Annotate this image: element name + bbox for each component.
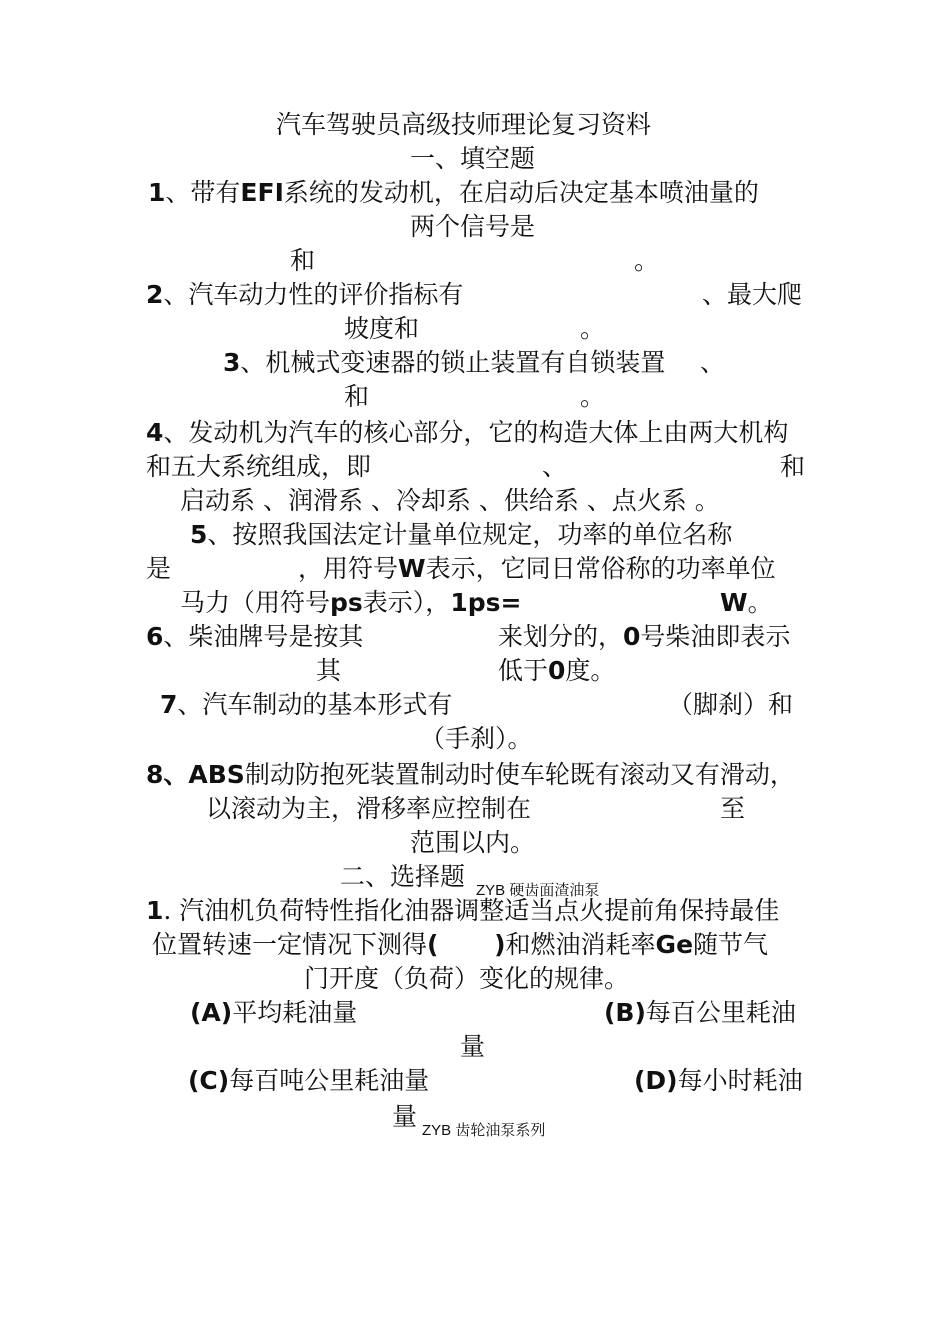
question-7-hand-brake: （手刹）。 <box>420 724 533 753</box>
choice-1-line-1: 1. 汽油机负荷特性指化油器调整适当点火提前角保持最佳 <box>146 896 780 925</box>
option-b-continuation: 量 <box>460 1032 486 1061</box>
choice-1-line-3: 门开度（负荷）变化的规律。 <box>304 964 630 993</box>
question-4-and: 和 <box>780 452 806 481</box>
question-6-line-2: 低于0度。 <box>498 656 616 685</box>
question-3-line-1: 3、机械式变速器的锁止装置有自锁装置 <box>223 348 666 377</box>
question-1-line-1: 1、带有EFI系统的发动机，在启动后决定基本喷油量的 <box>148 178 759 207</box>
question-3-separator: 、 <box>700 348 726 377</box>
efi-term: EFI <box>240 178 284 207</box>
ps-equation: 1ps= <box>450 588 522 617</box>
question-number: 1 <box>146 896 164 925</box>
question-5-is: 是 <box>146 554 172 583</box>
option-d-continuation: 量 <box>392 1102 418 1131</box>
blank-close-paren: ) <box>494 930 506 959</box>
question-number: 3 <box>223 348 241 377</box>
question-3-and: 和 <box>344 382 370 411</box>
question-number: 4 <box>146 418 164 447</box>
watt-unit: W <box>720 588 748 617</box>
question-1-period: 。 <box>634 246 660 275</box>
question-1-line-2: 两个信号是 <box>410 212 536 241</box>
watermark-note-1: ZYB 硬齿面渣油泵 <box>476 882 600 899</box>
question-4-line-3: 启动系 、润滑系 、冷却系 、供给系 、点火系 。 <box>180 486 720 515</box>
question-5-line-2: ，用符号W表示，它同日常俗称的功率单位 <box>298 554 776 583</box>
question-2-period: 。 <box>580 314 606 343</box>
question-number: 7 <box>160 690 178 719</box>
question-5-line-3: 马力（用符号ps表示），1ps= <box>180 588 522 617</box>
option-b-label: (B) <box>604 998 646 1027</box>
section-fill-in-blank-heading: 一、填空题 <box>410 144 536 173</box>
question-6-its: 其 <box>316 656 342 685</box>
question-8-line-2: 以滚动为主，滑移率应控制在 <box>206 794 532 823</box>
option-a-label: (A) <box>190 998 233 1027</box>
question-4-line-1: 4、发动机为汽车的核心部分，它的构造大体上由两大机构 <box>146 418 789 447</box>
question-1-and: 和 <box>290 246 316 275</box>
choice-1-line-2: 位置转速一定情况下测得( )和燃油消耗率Ge随节气 <box>152 930 769 959</box>
question-4-separator: 、 <box>542 452 568 481</box>
question-5-line-3-end: W。 <box>720 588 773 617</box>
blank-open-paren: ( <box>427 930 439 959</box>
question-6-line-1-end: 来划分的，0号柴油即表示 <box>498 622 791 651</box>
option-b: (B)每百公里耗油 <box>604 998 796 1027</box>
question-3-period: 。 <box>580 382 606 411</box>
question-number: 1 <box>148 178 166 207</box>
watermark-note-2: ZYB 齿轮油泵系列 <box>422 1122 546 1139</box>
option-d: (D)每小时耗油 <box>634 1066 803 1095</box>
question-number: 2 <box>146 280 164 309</box>
question-number: 8 <box>146 760 164 789</box>
ge-symbol: Ge <box>655 930 694 959</box>
option-c: (C)每百吨公里耗油量 <box>188 1066 430 1095</box>
question-2-line-1-end: 、最大爬 <box>702 280 803 309</box>
question-number: 5 <box>190 520 208 549</box>
question-6-line-1: 6、柴油牌号是按其 <box>146 622 364 651</box>
section-multiple-choice-heading: 二、选择题 <box>340 862 466 891</box>
zero-number: 0 <box>623 622 641 651</box>
question-5-line-1: 5、按照我国法定计量单位规定，功率的单位名称 <box>190 520 733 549</box>
question-7-foot-brake: （脚刹）和 <box>668 690 794 719</box>
question-number: 6 <box>146 622 164 651</box>
abs-term: 、ABS <box>163 760 245 789</box>
option-c-label: (C) <box>188 1066 230 1095</box>
question-2-line-1: 2、汽车动力性的评价指标有 <box>146 280 464 309</box>
zero-number: 0 <box>548 656 566 685</box>
question-8-line-3: 范围以内。 <box>410 828 536 857</box>
watt-symbol: W <box>398 554 426 583</box>
document-title: 汽车驾驶员高级技师理论复习资料 <box>276 110 652 139</box>
question-8-to: 至 <box>720 794 746 823</box>
question-8-line-1: 8、ABS制动防抱死装置制动时使车轮既有滚动又有滑动， <box>146 760 795 789</box>
question-4-line-2: 和五大系统组成，即 <box>146 452 372 481</box>
ps-symbol: ps <box>330 588 363 617</box>
question-7-line-1: 7、汽车制动的基本形式有 <box>160 690 453 719</box>
question-2-line-2: 坡度和 <box>344 314 420 343</box>
option-a: (A)平均耗油量 <box>190 998 358 1027</box>
option-d-label: (D) <box>634 1066 678 1095</box>
